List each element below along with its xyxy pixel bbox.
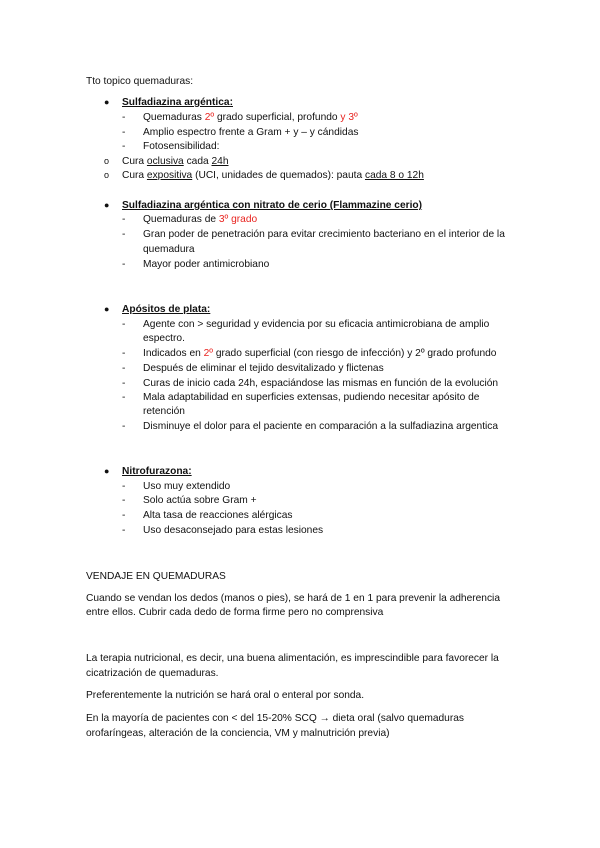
circle-bullet-icon: o <box>104 170 110 180</box>
section-heading-vendaje: VENDAJE EN QUEMADURAS <box>86 571 226 582</box>
section-heading-flammazine: Sulfadiazina argéntica con nitrato de cerio (Flammazine cerio) <box>122 200 423 211</box>
list-item-continuation: quemadura <box>143 244 195 255</box>
list-item: Alta tasa de reacciones alérgicas <box>143 510 293 521</box>
dash-icon: - <box>122 319 126 330</box>
dash-icon: - <box>122 495 126 506</box>
paragraph-line: La terapia nutricional, es decir, una buena alimentación, es imprescindible para favorecer la <box>86 653 499 664</box>
section-heading-nitrofurazona: Nitrofurazona: <box>122 466 192 477</box>
paragraph-line: orofaríngeas, alteración de la conciencia, VM y malnutrición previa) <box>86 728 390 739</box>
dash-icon: - <box>122 525 126 536</box>
section-heading-sulfadiazina: Sulfadiazina argéntica: <box>122 97 233 108</box>
dash-icon: - <box>122 481 126 492</box>
paragraph-line: Cuando se vendan los dedos (manos o pies), se hará de 1 en 1 para prevenir la adherencia <box>86 593 500 604</box>
list-item: Mala adaptabilidad en superficies extensas, pudiendo necesitar apósito de <box>143 392 480 403</box>
paragraph-line: entre ellos. Cubrir cada dedo de forma firme pero no comprensiva <box>86 607 384 618</box>
dash-icon: - <box>122 378 126 389</box>
dash-icon: - <box>122 259 126 270</box>
dash-icon: - <box>122 214 126 225</box>
dash-icon: - <box>122 141 126 152</box>
dash-icon: - <box>122 363 126 374</box>
list-item: Cura oclusiva cada 24h <box>122 156 229 167</box>
list-item: Solo actúa sobre Gram + <box>143 495 257 506</box>
list-item-continuation: espectro. <box>143 333 185 344</box>
dash-icon: - <box>122 421 126 432</box>
list-item: Amplio espectro frente a Gram + y – y cándidas <box>143 127 359 138</box>
paragraph-line: En la mayoría de pacientes con < del 15-20% SCQ → dieta oral (salvo quemaduras <box>86 713 464 724</box>
bullet-icon: ● <box>104 466 110 476</box>
dash-icon: - <box>122 510 126 521</box>
dash-icon: - <box>122 112 126 123</box>
dash-icon: - <box>122 348 126 359</box>
list-item: Curas de inicio cada 24h, espaciándose las mismas en función de la evolución <box>143 378 499 389</box>
document-title: Tto topico quemaduras: <box>86 76 194 87</box>
list-item: Cura expositiva (UCI, unidades de quemados): pauta cada 8 o 12h <box>122 170 424 181</box>
bullet-icon: ● <box>104 304 110 314</box>
list-item-continuation: retención <box>143 406 185 417</box>
dash-icon: - <box>122 229 126 240</box>
list-item: Gran poder de penetración para evitar crecimiento bacteriano en el interior de la <box>143 229 505 240</box>
list-item: Fotosensibilidad: <box>143 141 220 152</box>
list-item: Quemaduras de 3º grado <box>143 214 258 225</box>
section-heading-apositos: Apósitos de plata: <box>122 304 211 315</box>
list-item: Después de eliminar el tejido desvitalizado y flictenas <box>143 363 384 374</box>
bullet-icon: ● <box>104 97 110 107</box>
dash-icon: - <box>122 392 126 403</box>
list-item: Quemaduras 2º grado superficial, profundo y 3º <box>143 112 358 123</box>
list-item: Disminuye el dolor para el paciente en comparación a la sulfadiazina argentica <box>143 421 499 432</box>
bullet-icon: ● <box>104 200 110 210</box>
circle-bullet-icon: o <box>104 156 110 166</box>
list-item: Indicados en 2º grado superficial (con riesgo de infección) y 2º grado profundo <box>143 348 497 359</box>
paragraph-line: cicatrización de quemaduras. <box>86 668 219 679</box>
dash-icon: - <box>122 127 126 138</box>
list-item: Agente con > seguridad y evidencia por su eficacia antimicrobiana de amplio <box>143 319 490 330</box>
paragraph-line: Preferentemente la nutrición se hará oral o enteral por sonda. <box>86 690 365 701</box>
list-item: Mayor poder antimicrobiano <box>143 259 270 270</box>
list-item: Uso muy extendido <box>143 481 231 492</box>
list-item: Uso desaconsejado para estas lesiones <box>143 525 324 536</box>
